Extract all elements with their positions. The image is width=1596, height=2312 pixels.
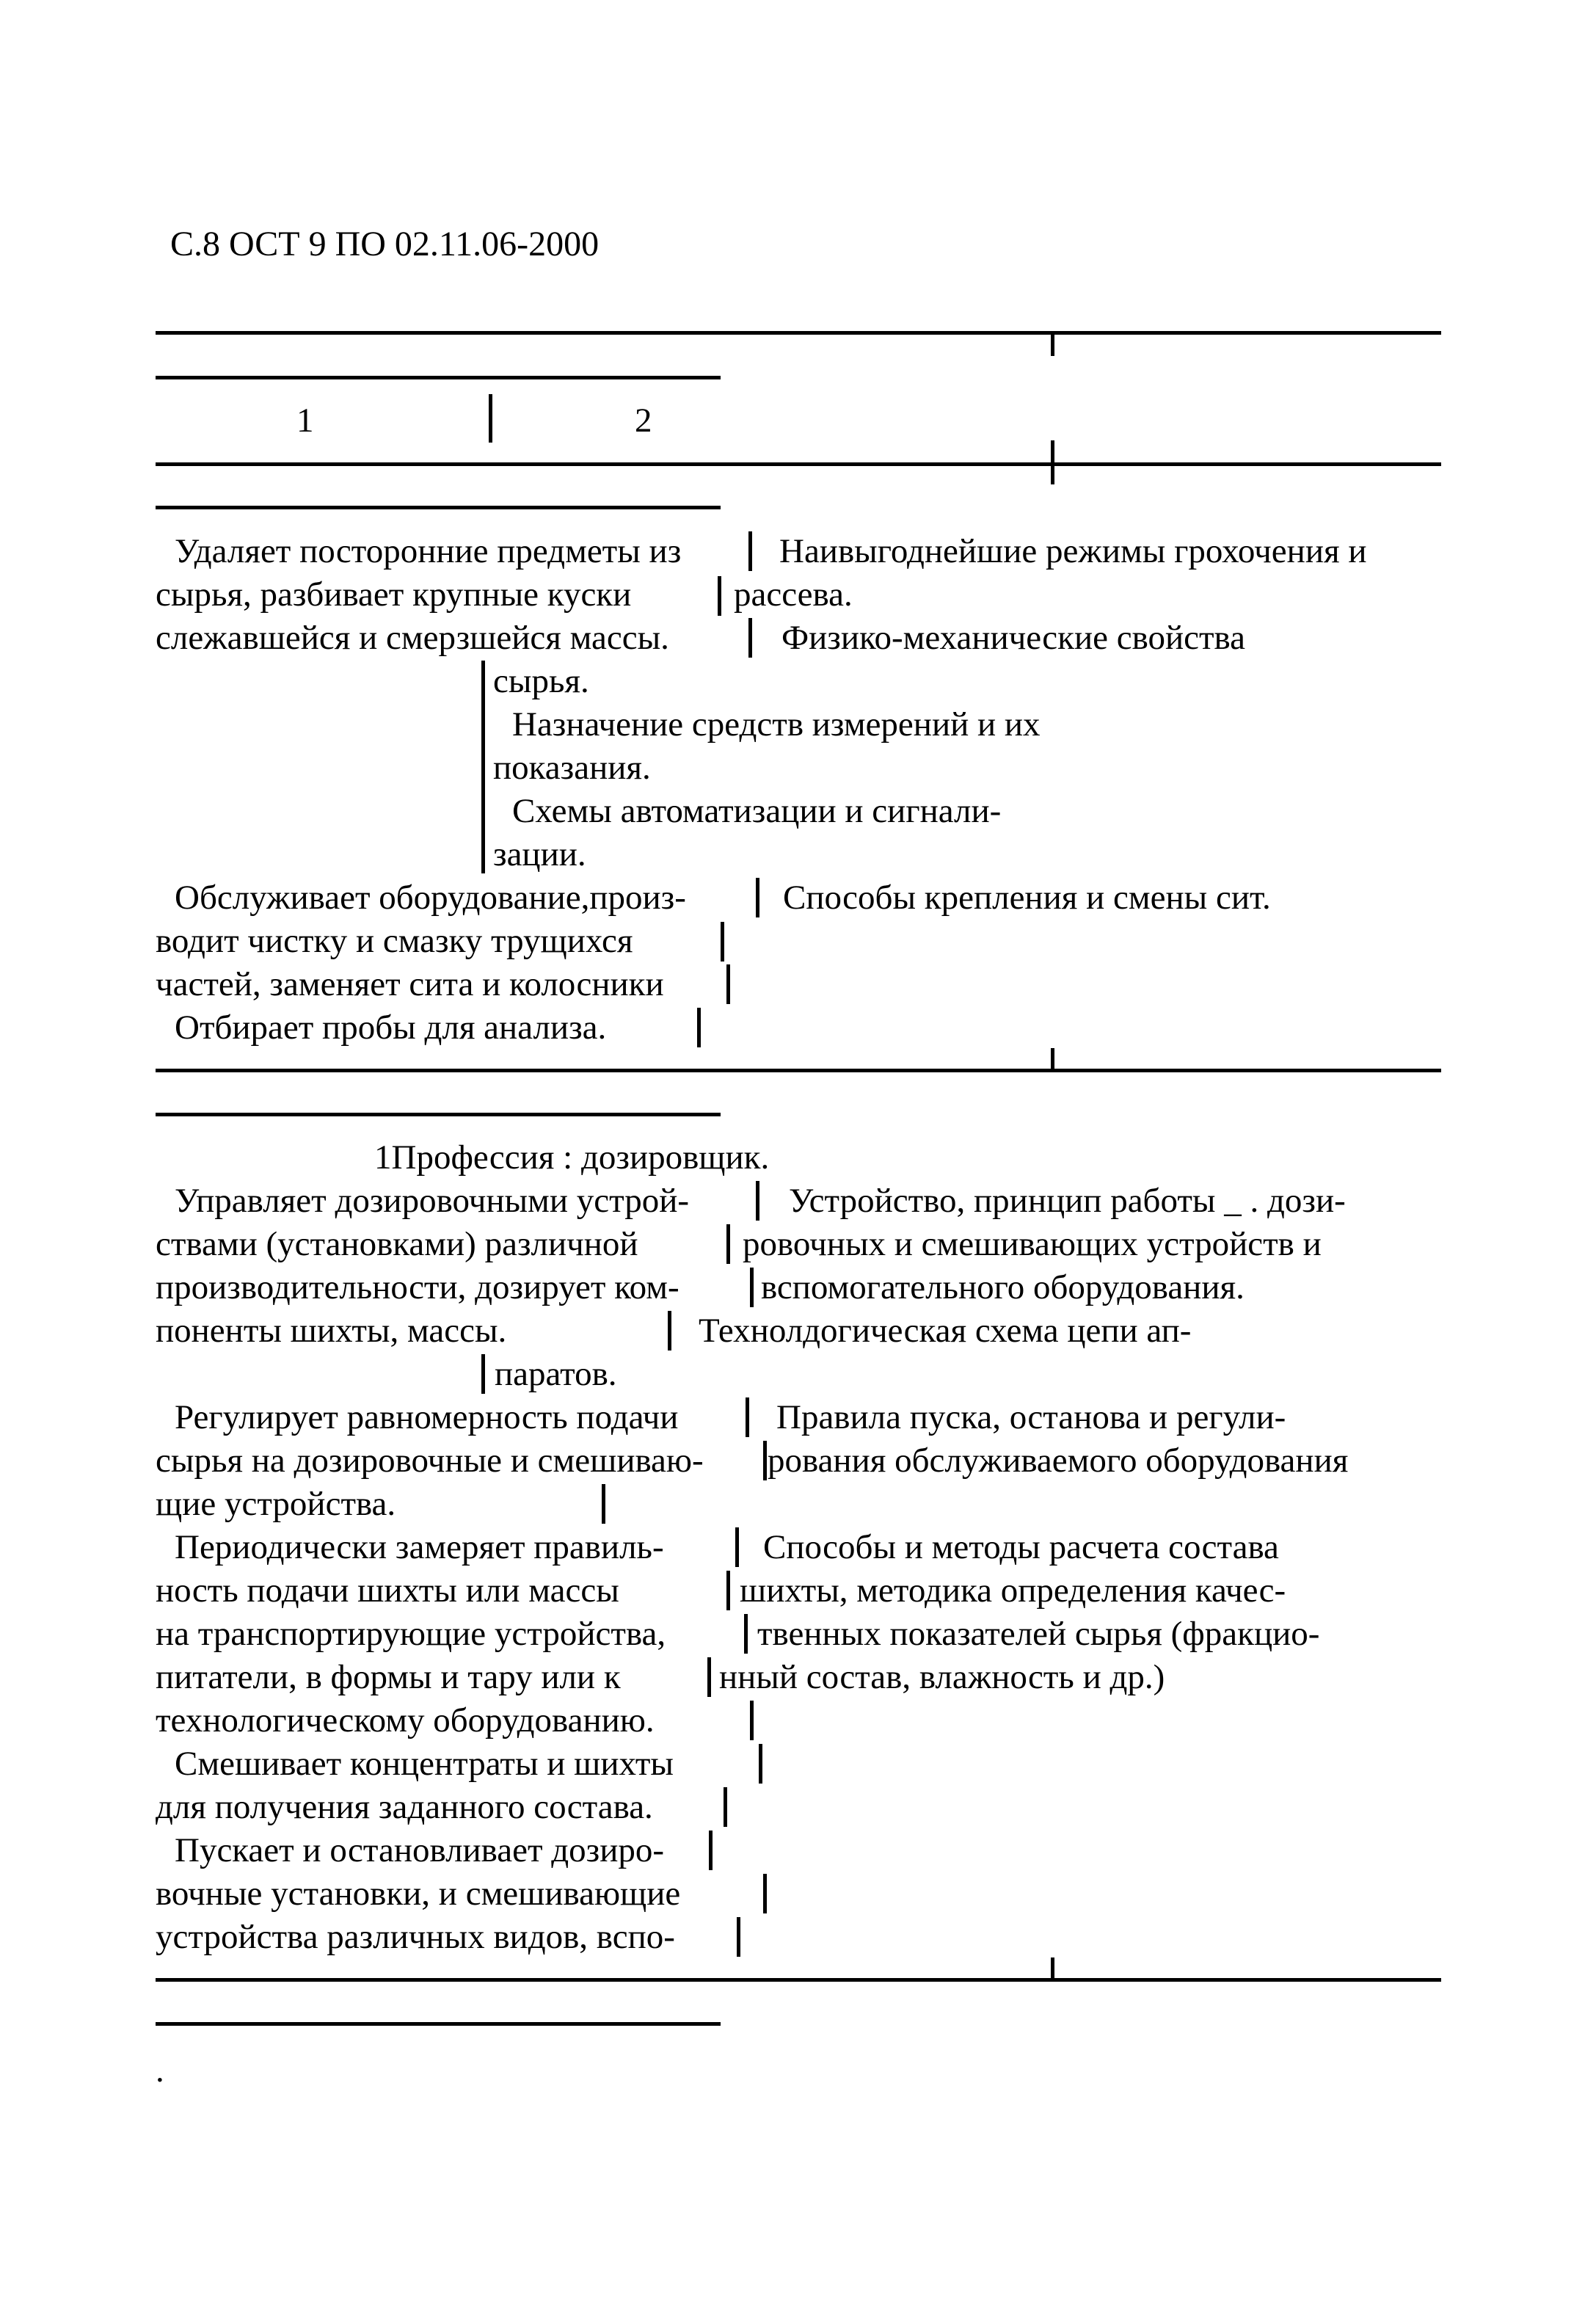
knowledge-text-line: Назначение средств измерений и их [512,705,1041,744]
knowledge-text-line: вспомогательного оборудования. [761,1268,1245,1306]
knowledge-text-line: нный состав, влажность и др.) [719,1658,1165,1696]
duty-text-line: ность подачи шихты или массы [156,1571,619,1610]
column-divider [756,878,759,917]
profession-title: 1Профессия : дозировщик. [374,1138,770,1177]
duty-text-line: питатели, в формы и тару или к [156,1658,621,1696]
column-divider [668,1311,671,1351]
knowledge-text-line: ровочных и смешивающих устройств и [743,1225,1322,1263]
column-divider [748,618,752,658]
column-divider [481,661,485,873]
duty-text-line: Обслуживает оборудование,произ- [175,879,686,917]
knowledge-text-line: Способы и методы расчета состава [763,1528,1279,1566]
column-divider [726,1224,730,1264]
footer-mark: . [156,2051,164,2090]
column-divider [744,1614,748,1654]
column-divider [759,1744,762,1784]
duty-text-line: Пускает и остановливает дозиро- [175,1831,665,1869]
table-rule-short [156,506,721,509]
table-rule [156,1069,1441,1072]
knowledge-text-line: зации. [493,835,586,873]
duty-text-line: для получения заданного состава. [156,1788,653,1826]
column-divider [763,1874,767,1913]
duty-text-line: слежавшейся и смерзшейся массы. [156,619,669,657]
knowledge-text-line: шихты, методика определения качес- [740,1571,1286,1610]
document-code: С.8 ОСТ 9 ПО 02.11.06-2000 [170,225,600,263]
table-rule [156,1978,1441,1982]
column-divider [481,1354,485,1394]
knowledge-text-line: твенных показателей сырья (фракцио- [757,1615,1320,1653]
column-divider [709,1831,713,1870]
duty-text-line: сырья на дозировочные и смешиваю- [156,1442,704,1480]
knowledge-text-line: Наивыгоднейшие режимы грохочения и [779,532,1367,570]
duty-text-line: поненты шихты, массы. [156,1312,507,1350]
duty-text-line: ствами (установками) различной [156,1225,638,1263]
knowledge-text-line: рования обслуживаемого оборудования [768,1442,1349,1480]
column-divider [707,1657,711,1697]
knowledge-text-line: рассева. [734,575,853,614]
column-divider [763,1441,767,1480]
duty-text-line: на транспортирующие устройства, [156,1615,666,1653]
column-divider [726,1571,730,1610]
knowledge-text-line: паратов. [495,1355,617,1393]
duty-text-line: Регулирует равномерность подачи [175,1398,679,1436]
column-tick [1051,1957,1054,1980]
duty-text-line: Управляет дозировочными устрой- [175,1182,690,1220]
column-divider [748,531,752,571]
column-divider [721,922,724,961]
knowledge-text-line: Способы крепления и смены сит. [783,879,1271,917]
column-divider [697,1008,701,1047]
duty-text-line: Отбирает пробы для анализа. [175,1008,607,1047]
column-divider [602,1484,605,1524]
column-number-2: 2 [635,401,652,440]
column-divider [735,1527,739,1567]
column-tick [1051,334,1054,356]
knowledge-text-line: показания. [493,749,651,787]
column-divider [718,576,721,616]
table-rule-short [156,2022,721,2026]
column-divider [750,1701,754,1740]
knowledge-text-line: Правила пуска, останова и регули- [776,1398,1286,1436]
duty-text-line: устройства различных видов, вспо- [156,1918,675,1956]
header-column-divider [489,394,492,443]
duty-text-line: водит чистку и смазку трущихся [156,922,633,960]
column-divider [750,1268,754,1307]
knowledge-text-line: Физико-механические свойства [781,619,1245,657]
column-number-1: 1 [296,401,314,440]
column-divider [756,1181,759,1221]
column-divider [726,964,730,1004]
duty-text-line: сырья, разбивает крупные куски [156,575,632,614]
column-divider [724,1787,727,1827]
duty-text-line: вочные установки, и смешивающие [156,1875,681,1913]
duty-text-line: щие устройства. [156,1485,396,1523]
column-divider [737,1917,740,1957]
table-rule [156,331,1441,335]
table-rule-short [156,376,721,379]
duty-text-line: частей, заменяет сита и колосники [156,965,664,1003]
column-tick [1051,1048,1054,1070]
knowledge-text-line: сырья. [493,662,589,700]
knowledge-text-line: Устройство, принцип работы _ . дози- [789,1182,1346,1220]
duty-text-line: Смешивает концентраты и шихты [175,1745,674,1783]
table-rule [156,462,1441,466]
table-rule-short [156,1113,721,1116]
duty-text-line: технологическому оборудованию. [156,1701,655,1740]
knowledge-text-line: Технолдогическая схема цепи ап- [699,1312,1192,1350]
duty-text-line: Периодически замеряет правиль- [175,1528,664,1566]
column-divider [746,1397,749,1437]
duty-text-line: Удаляет посторонние предметы из [175,532,682,570]
duty-text-line: производительности, дозирует ком- [156,1268,679,1306]
knowledge-text-line: Схемы автоматизации и сигнали- [512,792,1002,830]
